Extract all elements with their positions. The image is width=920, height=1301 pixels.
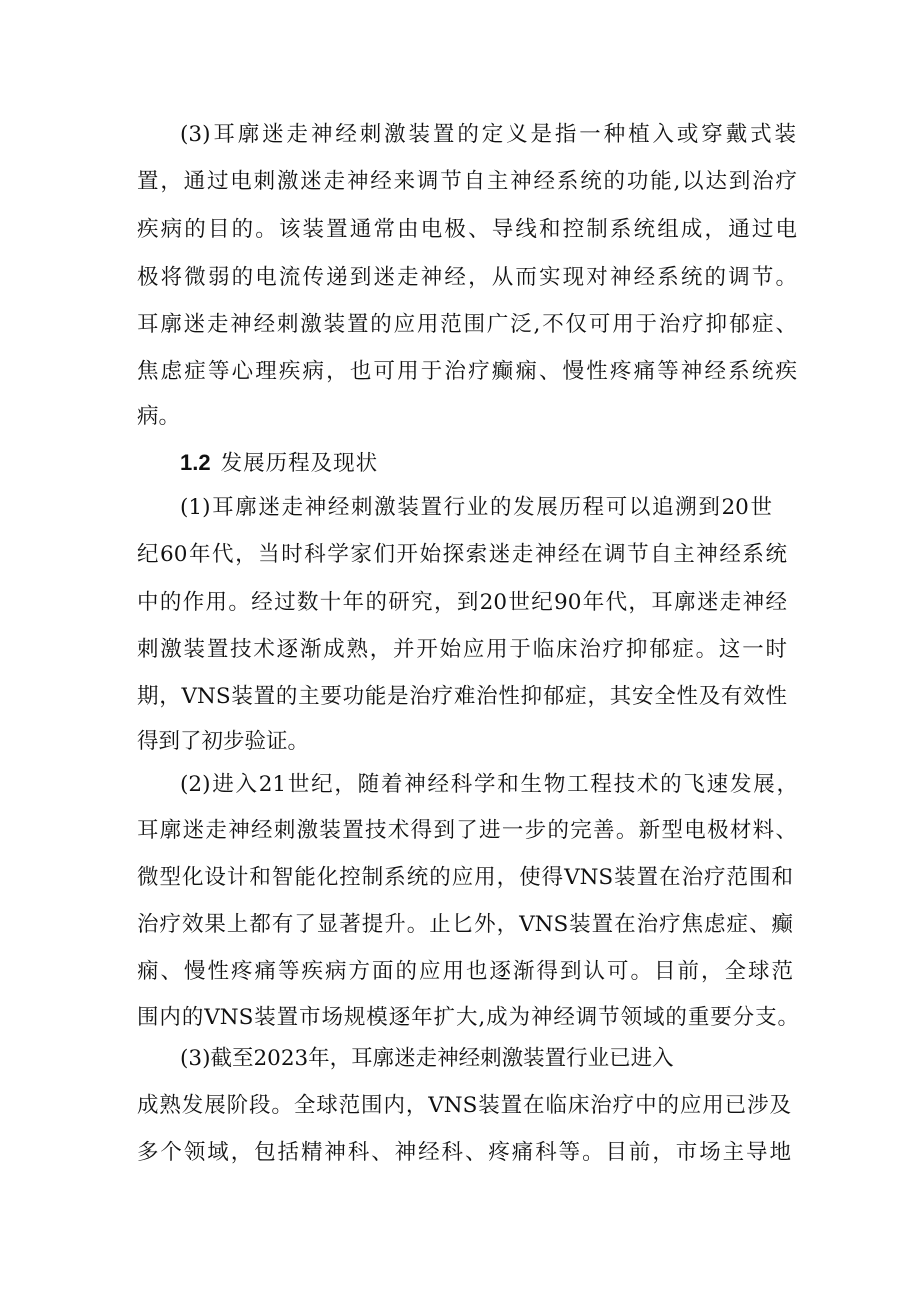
paragraph-1-line-5: 耳廓迷走神经刺激装置的应用范围广泛,不仅可用于治疗抑郁症、 — [137, 312, 797, 337]
paragraph-1-line-1: (3)耳廓迷走神经刺激装置的定义是指一种植入或穿戴式装 — [180, 122, 796, 147]
paragraph-1-line-3: 疾病的目的。该装置通常由电极、导线和控制系统组成，通过电 — [137, 217, 797, 242]
paragraph-3-line-4: 治疗效果上都有了显著提升。止匕外，VNS装置在治疗焦虑症、癫 — [137, 912, 793, 937]
paragraph-3-line-5: 痫、慢性疼痛等疾病方面的应用也逐渐得到认可。目前，全球范 — [137, 959, 793, 984]
paragraph-1-line-2: 置，通过电刺激迷走神经来调节自主神经系统的功能,以达到治疗 — [137, 169, 797, 194]
paragraph-4-line-2: 成熟发展阶段。全球范围内，VNS装置在临床治疗中的应用已涉及 — [137, 1093, 791, 1118]
paragraph-3-line-6: 围内的VNS装置市场规模逐年扩大,成为神经调节领域的重要分支。 — [137, 1005, 799, 1030]
paragraph-2-line-6: 得到了初步验证。 — [137, 729, 310, 754]
paragraph-1-line-4: 极将微弱的电流传递到迷走神经，从而实现对神经系统的调节。 — [137, 265, 797, 290]
section-title: 发展历程及现状 — [220, 451, 379, 476]
paragraph-4-line-1: (3)截至2023年，耳廓迷走神经刺激装置行业已进入 — [180, 1046, 674, 1071]
paragraph-3-line-2: 耳廓迷走神经刺激装置技术得到了进一步的完善。新型电极材料、 — [137, 818, 797, 843]
section-heading — [180, 447, 378, 479]
paragraph-2-line-2: 纪60年代，当时科学家们开始探索迷走神经在调节自主神经系统 — [137, 542, 787, 567]
paragraph-2-line-3: 中的作用。经过数十年的研究，到20世纪90年代，耳廓迷走神经 — [137, 590, 787, 615]
paragraph-2-line-4: 刺激装置技术逐渐成熟，并开始应用于临床治疗抑郁症。这一时 — [137, 637, 787, 662]
paragraph-4-line-3: 多个领域，包括精神科、神经科、疼痛科等。目前，市场主导地 — [137, 1140, 791, 1165]
paragraph-3-line-1: (2)进入21世纪，随着神经科学和生物工程技术的飞速发展， — [180, 772, 798, 797]
paragraph-1-line-7: 病。 — [137, 404, 181, 429]
paragraph-3-line-3: 微型化设计和智能化控制系统的应用，使得VNS装置在治疗范围和 — [137, 865, 793, 890]
paragraph-2-line-1: (1)耳廓迷走神经刺激装置行业的发展历程可以追溯到20世 — [180, 495, 772, 520]
section-number: 1.2 — [180, 450, 211, 475]
paragraph-1-line-6: 焦虑症等心理疾病，也可用于治疗癫痫、慢性疼痛等神经系统疾 — [137, 359, 797, 384]
paragraph-2-line-5: 期，VNS装置的主要功能是治疗难治性抑郁症，其安全性及有效性 — [137, 684, 787, 709]
